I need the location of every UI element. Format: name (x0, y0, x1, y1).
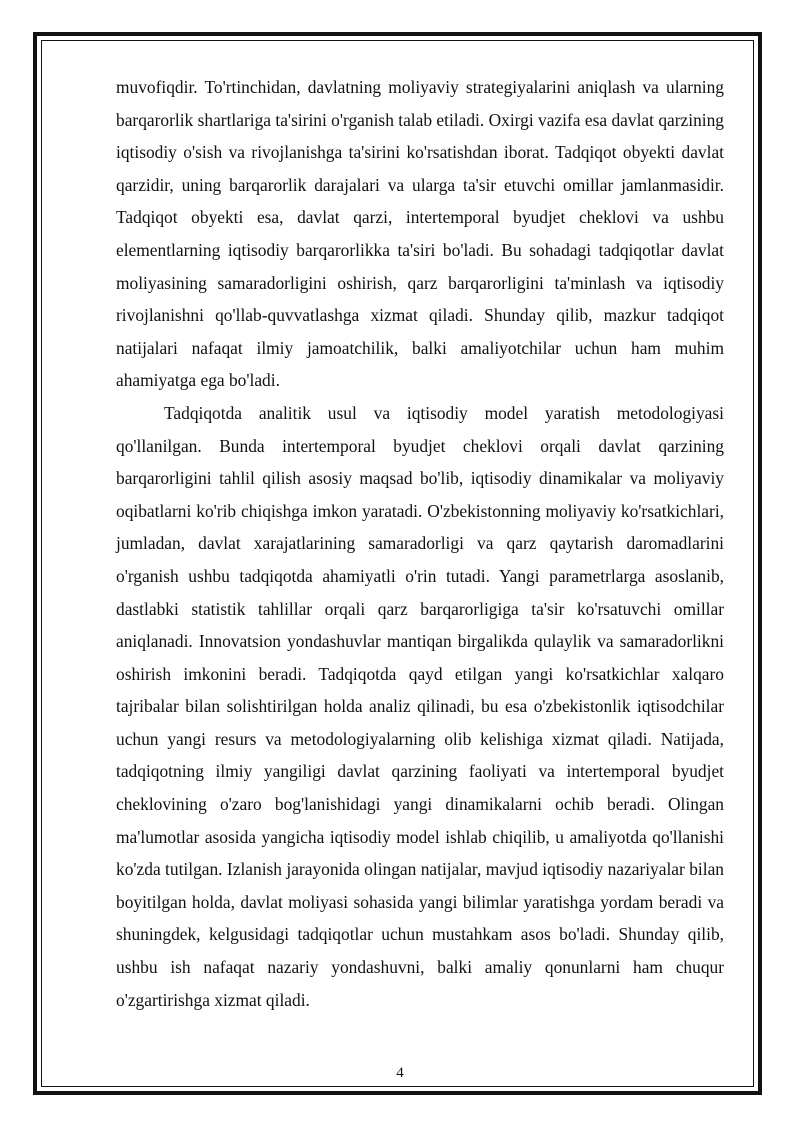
page-number: 4 (396, 1065, 404, 1081)
paragraph-methodology: Tadqiqotda analitik usul va iqtisodiy model yaratish metodologiyasi qo'llanilgan. Bunda intertemporal byudjet cheklovi orqali davlat qarzining barqarorligini tahlil qilish asosiy maqsad bo'lib, iqtisodiy dinamikalar va moliyaviy oqibatlarni ko'rib chiqishga imkon yaratadi. O'zbekistonning moliyaviy ko'rsatkichlari, jumladan, davlat xarajatlarining samaradorligi va qarz qaytarish daromadlarini o'rganish ushbu tadqiqotda ahamiyatli o'rin tutadi. Yangi parametrlarga asoslanib, dastlabki statistik tahlillar orqali qarz barqarorligiga ta'sir ko'rsatuvchi omillar aniqlanadi. Innovatsion yondashuvlar mantiqan birgalikda qulaylik va samaradorlikni oshirish imkonini beradi. Tadqiqotda qayd etilgan yangi ko'rsatkichlar xalqaro tajribalar bilan solishtirilgan holda analiz qilinadi, bu esa o'zbekistonlik iqtisodchilar uchun yangi resurs va metodologiyalarning olib kelishiga xizmat qiladi. Natijada, tadqiqotning ilmiy yangiligi davlat qarzining faoliyati va intertemporal byudjet cheklovining o'zaro bog'lanishidagi yangi dinamikalarni ochib beradi. Olingan ma'lumotlar asosida yangicha iqtisodiy model ishlab chiqilib, u amaliyotda qo'llanishi ko'zda tutilgan. Izlanish jarayonida olingan natijalar, mavjud iqtisodiy nazariyalar bilan boyitilgan holda, davlat moliyasi sohasida yangi bilimlar yaratishga yordam beradi va shuningdek, kelgusidagi tadqiqotlar uchun mustahkam asos bo'ladi. Shunday qilib, ushbu ish nafaqat nazariy yondashuvni, balki amaliy qonunlarni ham chuqur o'zgartirishga xizmat qiladi. (116, 402, 724, 1010)
document-body (116, 71, 724, 1016)
paragraph-continuation: muvofiqdir. To'rtinchidan, davlatning moliyaviy strategiyalarini aniqlash va ularning barqarorlik shartlariga ta'sirini o'rganish talab etiladi. Oxirgi vazifa esa davlat qarzining iqtisodiy o'sish va rivojlanishga ta'sirini ko'rsatishdan iborat. Tadqiqot obyekti davlat qarzidir, uning barqarorlik darajalari va ularga ta'sir etuvchi omillar jamlanmasidir. Tadqiqot obyekti esa, davlat qarzi, intertemporal byudjet cheklovi va ushbu elementlarning iqtisodiy barqarorlikka ta'siri bo'ladi. Bu sohadagi tadqiqotlar davlat moliyasining samaradorligini oshirish, qarz barqarorligini ta'minlash va iqtisodiy rivojlanishni qo'llab-quvvatlashga xizmat qiladi. Shunday qilib, mazkur tadqiqot natijalari nafaqat ilmiy jamoatchilik, balki amaliyotchilar uchun ham muhim ahamiyatga ega bo'ladi. (116, 77, 724, 391)
